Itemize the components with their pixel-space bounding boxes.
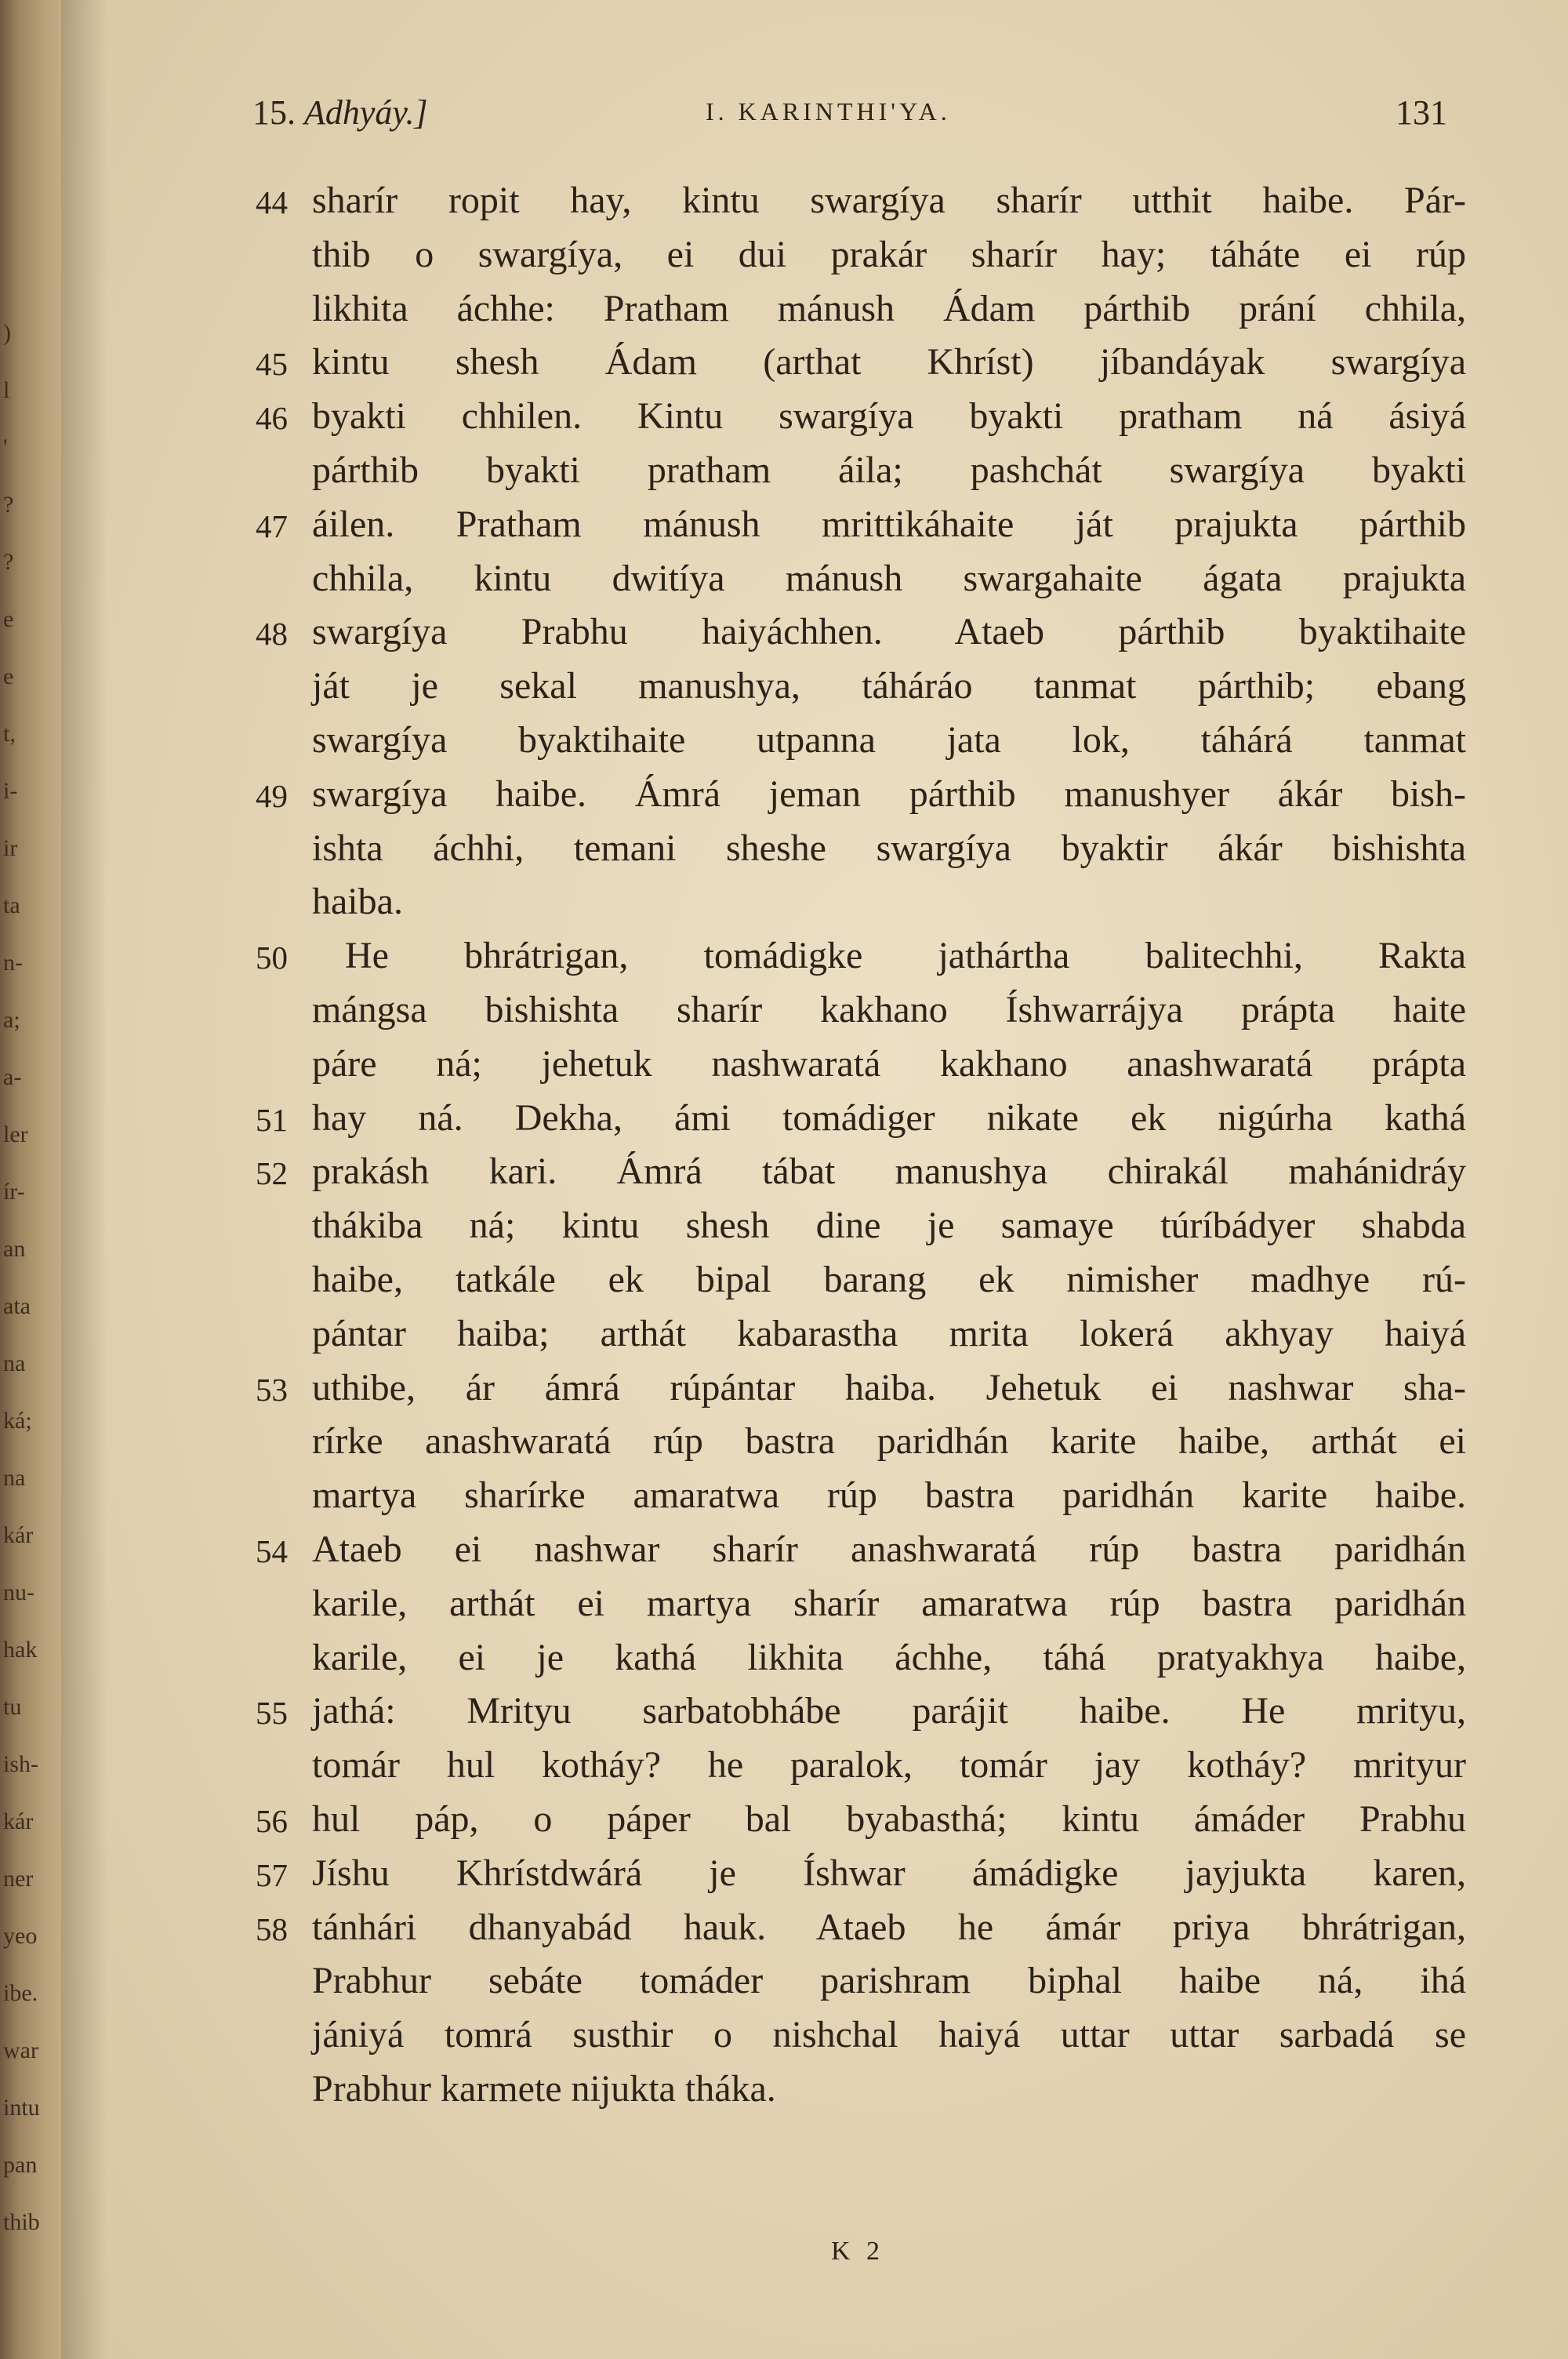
book-title: I. KARINTHI'YA. bbox=[706, 97, 951, 125]
line-text: uthibe, ár ámrá rúpántar haiba. Jehetuk ei nashwar sha- bbox=[312, 1366, 1466, 1408]
text-line bbox=[0, 1041, 1568, 1095]
text-line bbox=[0, 2066, 1568, 2120]
gutter-fragment: t, bbox=[3, 721, 16, 747]
text-line bbox=[0, 339, 1568, 393]
line-text: kintu shesh Ádam (arthat Khríst) jíbandáyak swargíya bbox=[312, 341, 1466, 383]
verse-number: 52 bbox=[256, 1155, 288, 1192]
text-line bbox=[0, 1095, 1568, 1149]
gutter-fragment: ta bbox=[3, 892, 20, 918]
line-text: thákiba ná; kintu shesh dine je samaye túríbádyer shabda bbox=[312, 1205, 1466, 1247]
text-line bbox=[0, 1850, 1568, 1904]
gutter-fragment: e bbox=[3, 663, 14, 689]
chapter-title: Adhyáy.] bbox=[304, 93, 428, 132]
text-line bbox=[0, 1580, 1568, 1634]
gutter-fragment: na bbox=[3, 1350, 26, 1376]
line-text: He bhrátrigan, tomádigke jathártha balitechhi, Rakta bbox=[345, 935, 1466, 977]
line-text: rírke anashwaratá rúp bastra paridhán karite haibe, arthát ei bbox=[312, 1420, 1466, 1463]
line-text: chhila, kintu dwitíya mánush swargahaite ágata prajukta bbox=[312, 557, 1466, 599]
line-text: tánhári dhanyabád hauk. Ataeb he ámár priya bhrátrigan, bbox=[312, 1906, 1466, 1948]
line-text: jániyá tomrá susthir o nishchal haiyá uttar uttar sarbadá se bbox=[312, 2014, 1466, 2056]
line-text: karile, arthát ei martya sharír amaratwa rúp bastra paridhán bbox=[312, 1582, 1466, 1624]
line-text: ishta áchhi, temani sheshe swargíya byaktir ákár bishishta bbox=[312, 827, 1466, 869]
text-line bbox=[0, 771, 1568, 825]
gutter-fragment: i- bbox=[3, 778, 18, 804]
verse-number: 51 bbox=[256, 1101, 288, 1138]
line-text: likhita áchhe: Pratham mánush Ádam párthib prání chhila, bbox=[312, 287, 1466, 329]
line-text: hul páp, o páper bal byabasthá; kintu ámáder Prabhu bbox=[312, 1797, 1466, 1840]
gutter-fragment: war bbox=[3, 2037, 38, 2063]
gutter-fragment: ir bbox=[3, 835, 18, 861]
text-line bbox=[0, 1522, 1568, 1580]
text-line bbox=[0, 1256, 1568, 1310]
verse-number: 45 bbox=[256, 346, 288, 383]
verse-number: 54 bbox=[256, 1532, 288, 1569]
verse-number: 58 bbox=[256, 1910, 288, 1947]
text-line bbox=[0, 1957, 1568, 2012]
line-text: hay ná. Dekha, ámi tomádiger nikate ek nigúrha kathá bbox=[312, 1096, 1466, 1139]
gutter-fragment: ír- bbox=[3, 1179, 25, 1205]
text-line bbox=[0, 825, 1568, 879]
line-text: swargíya Prabhu haiyáchhen. Ataeb párthib byaktihaite bbox=[312, 611, 1466, 653]
text-line bbox=[0, 393, 1568, 447]
text-line bbox=[0, 1365, 1568, 1419]
gutter-fragment: kár bbox=[3, 1522, 34, 1548]
text-line bbox=[0, 1904, 1568, 1958]
gutter-fragment: thib bbox=[3, 2209, 40, 2235]
line-text: Jíshu Khrístdwárá je Íshwar ámádigke jayjukta karen, bbox=[312, 1852, 1466, 1894]
gutter-fragment: an bbox=[3, 1236, 26, 1262]
text-line bbox=[0, 447, 1568, 501]
gutter-fragment: a- bbox=[3, 1064, 22, 1090]
line-text: prakásh kari. Ámrá tábat manushya chirakál mahánidráy bbox=[312, 1150, 1466, 1193]
gutter-fragment: ner bbox=[3, 1866, 34, 1892]
text-line bbox=[0, 177, 1568, 231]
text-line bbox=[0, 555, 1568, 609]
text-line bbox=[0, 231, 1568, 285]
page-number: 131 bbox=[1396, 93, 1447, 132]
gutter-fragment: n- bbox=[3, 950, 23, 976]
line-text: sharír ropit hay, kintu swargíya sharír utthit haibe. Pár- bbox=[312, 180, 1466, 221]
text-line bbox=[0, 1796, 1568, 1850]
gutter-fragment: ) bbox=[3, 320, 11, 346]
line-text: mángsa bishishta sharír kakhano Íshwarrájya prápta haite bbox=[312, 988, 1466, 1030]
gutter-fragment: ibe. bbox=[3, 1980, 38, 2006]
verse-number: 57 bbox=[256, 1856, 288, 1893]
text-line bbox=[0, 663, 1568, 717]
text-line bbox=[0, 878, 1568, 932]
text-line bbox=[0, 1472, 1568, 1526]
gutter-fragment: a; bbox=[3, 1007, 20, 1033]
line-text: Prabhur sebáte tomáder parishram biphal haibe ná, ihá bbox=[312, 1960, 1466, 2002]
gutter-fragment: ata bbox=[3, 1293, 31, 1319]
gutter-fragment: yeo bbox=[3, 1923, 38, 1949]
verse-number: 46 bbox=[256, 400, 288, 437]
gutter-fragment: intu bbox=[3, 2095, 40, 2121]
text-line bbox=[0, 285, 1568, 340]
gutter-fragment: hak bbox=[3, 1637, 38, 1663]
verse-number: 55 bbox=[256, 1695, 288, 1732]
gutter-fragment: ' bbox=[3, 434, 8, 460]
line-text: swargíya haibe. Ámrá jeman párthib manushyer ákár bish- bbox=[312, 772, 1466, 815]
gutter-fragment: ? bbox=[3, 549, 14, 575]
text-line bbox=[0, 987, 1568, 1041]
text-line bbox=[0, 717, 1568, 771]
gutter-fragment: pan bbox=[3, 2152, 38, 2178]
line-text: haibe, tatkále ek bipal barang ek nimisher madhye rú- bbox=[312, 1258, 1466, 1300]
line-text: swargíya byaktihaite utpanna jata lok, táhárá tanmat bbox=[312, 718, 1466, 761]
text-line bbox=[0, 501, 1568, 555]
verse-number: 53 bbox=[256, 1371, 288, 1408]
text-line bbox=[0, 1634, 1568, 1688]
body-text bbox=[0, 177, 1568, 2120]
gutter-fragment: kár bbox=[3, 1808, 34, 1834]
verse-number: 56 bbox=[256, 1802, 288, 1839]
line-text: pántar haiba; arthát kabarastha mrita lokerá akhyay haiyá bbox=[312, 1312, 1466, 1354]
gutter-fragment: nu- bbox=[3, 1579, 34, 1605]
verse-number: 49 bbox=[256, 777, 288, 814]
line-text: byakti chhilen. Kintu swargíya byakti pratham ná ásiyá bbox=[312, 395, 1466, 438]
line-text: martya sharírke amaratwa rúp bastra paridhán karite haibe. bbox=[312, 1474, 1466, 1517]
verse-number: 44 bbox=[256, 184, 288, 220]
text-line bbox=[0, 1202, 1568, 1256]
gutter-fragment: tu bbox=[3, 1694, 22, 1720]
line-text: ját je sekal manushya, táháráo tanmat párthib; ebang bbox=[312, 665, 1466, 707]
line-text: jathá: Mrityu sarbatobhábe parájit haibe. He mrityu, bbox=[312, 1690, 1466, 1732]
text-line bbox=[0, 606, 1568, 663]
verse-number: 48 bbox=[256, 616, 288, 652]
text-line bbox=[0, 1418, 1568, 1472]
line-text: Prabhur karmete nijukta tháka. bbox=[312, 2067, 776, 2110]
gutter-fragment: ? bbox=[3, 492, 14, 518]
line-text: párthib byakti pratham áila; pashchát swargíya byakti bbox=[312, 449, 1466, 491]
line-text: áilen. Pratham mánush mrittikáhaite ját prajukta párthib bbox=[312, 503, 1466, 545]
text-line bbox=[0, 1688, 1568, 1742]
text-line bbox=[0, 1148, 1568, 1205]
line-text: thib o swargíya, ei dui prakár sharír hay; táháte ei rúp bbox=[312, 233, 1466, 275]
verse-number: 47 bbox=[256, 507, 288, 544]
line-text: Ataeb ei nashwar sharír anashwaratá rúp bastra paridhán bbox=[312, 1528, 1466, 1570]
gutter-fragment: ká; bbox=[3, 1408, 32, 1434]
gutter-fragment: ish- bbox=[3, 1751, 38, 1777]
text-line bbox=[0, 932, 1568, 987]
gutter-fragment: e bbox=[3, 606, 14, 632]
line-text: karile, ei je kathá likhita áchhe, táhá pratyakhya haibe, bbox=[312, 1636, 1466, 1678]
text-line bbox=[0, 1310, 1568, 1365]
gutter-fragment: na bbox=[3, 1465, 26, 1491]
gutter-fragment: ler bbox=[3, 1121, 28, 1147]
verse-number: 50 bbox=[256, 940, 288, 976]
line-text: tomár hul kotháy? he paralok, tomár jay kotháy? mrityur bbox=[312, 1744, 1466, 1787]
text-line bbox=[0, 1742, 1568, 1796]
line-text: haiba. bbox=[312, 881, 403, 923]
text-line bbox=[0, 2012, 1568, 2066]
running-head bbox=[0, 93, 1568, 147]
line-text: páre ná; jehetuk nashwaratá kakhano anashwaratá prápta bbox=[312, 1042, 1466, 1085]
chapter-heading bbox=[252, 93, 428, 133]
gutter-fragment: l bbox=[3, 377, 10, 403]
signature-mark: K 2 bbox=[831, 2237, 885, 2266]
chapter-number: 15. bbox=[252, 93, 296, 132]
